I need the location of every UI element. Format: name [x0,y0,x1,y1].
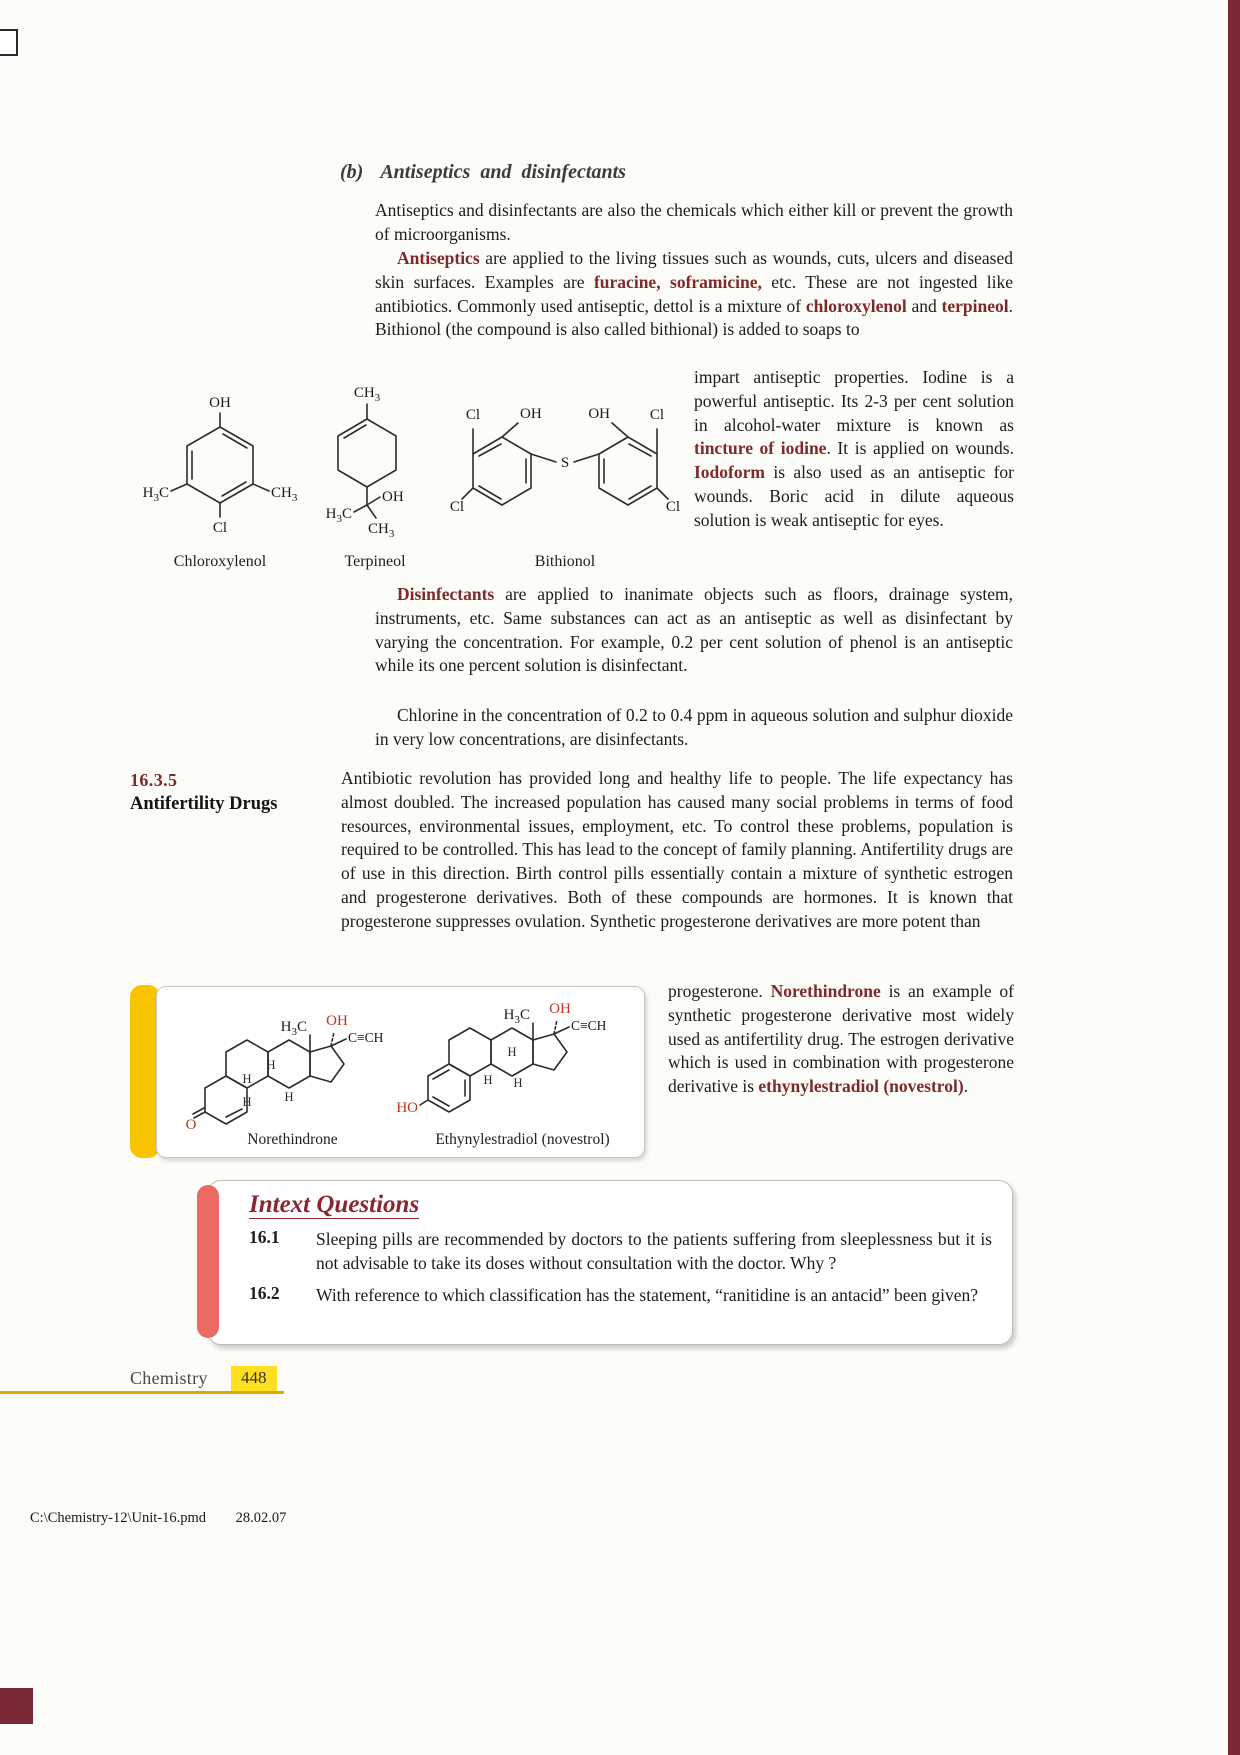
para-antifertility-side: progesterone. Norethindrone is an example of synthetic progesterone derivative most widely used as antifertility drug. The estrogen derivative which is used in combination with progesterone derivative is ethynylestradiol (novestrol). [668,981,1014,1097]
atom-label-h: H [483,1073,493,1087]
file-path: C:\Chemistry-12\Unit-16.pmd [30,1510,207,1526]
footer-rule [0,1391,284,1394]
atom-label-h: H [513,1076,523,1090]
figure-antifertility-structures [130,985,645,1160]
atom-label-ethynyl: C≡CH [571,1018,607,1033]
pink-accent-bar [197,1185,219,1338]
section-b-heading [340,161,626,184]
chloroxylenol-caption: Chloroxylenol [173,553,267,570]
atom-label-oh-l: OH [520,406,542,422]
norethindrone-caption: Norethindrone [247,1131,338,1148]
atom-label-h: H [242,1095,252,1109]
intext-questions-box [207,1180,1013,1345]
terpineol-caption: Terpineol [344,553,406,570]
para-antiseptics-side: impart antiseptic properties. Iodine is a powerful antiseptic. Its 2-3 per cent solution in alcohol-water mixture is known as tincture of iodine. It is applied on wounds. Iodoform is also used as an antiseptic for wounds. Boric acid in dilute aqueous solution is weak antiseptic for eyes. [694,367,1014,530]
atom-label-oh: OH [209,395,231,411]
atom-label-ch3: $CH_3$ [368,521,395,540]
print-corner-mark [0,29,18,56]
atom-label-ch3: $CH_3$ [271,485,298,504]
atom-label-h: H [284,1090,294,1104]
atom-label-h3c: $H_3C$ [503,1007,530,1026]
para-antiseptics-intro: Antiseptics and disinfectants are also the chemicals which either kill or prevent the growth of microorganisms. [375,200,1013,244]
file-path-line [30,1510,286,1527]
question-text: Sleeping pills are recommended by doctors to the patients suffering from sleeplessness but it is not advisable to take its doses without consultation with the doctor. Why ? [316,1229,992,1273]
atom-label-cl-tl: Cl [465,407,481,423]
atom-label-ho: HO [396,1100,418,1116]
atom-label-oh: OH [382,489,404,505]
atom-label-ch3-top: $CH_3$ [353,385,381,404]
atom-label-h3c: $H_3C$ [325,506,352,525]
para-disinfectants: Disinfectants are applied to inanimate objects such as floors, drainage system, instruments, etc. Same substances can act as an antiseptic as well as disinfectant by varying the concentration. For example, 0.2 per cent solution of phenol is an antiseptic while its one percent solution is disinfectant. [375,584,1013,676]
atom-label-h: H [266,1058,276,1072]
chloroxylenol-structure [135,387,305,537]
question-16-1 [249,1227,996,1275]
para-antiseptics-detail: Antiseptics are applied to the living tissues such as wounds, cuts, ulcers and diseased skin surfaces. Examples are furacine, soframicine, etc. These are not ingested like antibiotics. Commonly used antiseptic, dettol is a mixture of chloroxylenol and terpineol. Bithionol (the compound is also called bithional) is added to soaps to [375,248,1013,340]
atom-label-cl: Cl [212,520,228,536]
question-number: 16.2 [249,1283,280,1303]
atom-label-o: O [185,1117,197,1133]
ethynylestradiol-caption: Ethynylestradiol (novestrol) [435,1131,610,1148]
atom-label-oh: OH [549,1001,571,1017]
page-number-badge: 448 [231,1366,277,1391]
norethindrone-structure [185,1011,400,1133]
section-b-title: Antiseptics and disinfectants [380,161,626,183]
atom-label-h: H [507,1045,517,1059]
figure-antiseptic-structures [128,383,693,583]
para-chlorine: Chlorine in the concentration of 0.2 to 0.4 ppm in aqueous solution and sulphur dioxide in very low concentrations, are disinfectants. [375,705,1013,749]
atom-label-s: S [560,455,570,471]
section-16-3-5-heading [130,770,335,815]
question-text: With reference to which classification has the statement, “ranitidine is an antacid” been given? [316,1285,979,1305]
bithionol-caption: Bithionol [534,553,596,570]
atom-label-cl-tr: Cl [649,407,665,423]
atom-label-h: H [242,1072,252,1086]
atom-label-cl-bl: Cl [449,499,465,515]
atom-label-oh: OH [326,1013,348,1029]
ethynylestradiol-structure [396,999,628,1127]
question-16-2 [249,1283,996,1307]
section-number: 16.3.5 [130,770,178,790]
atom-label-h3c: $H_3C$ [142,485,169,504]
bithionol-structure [440,389,690,539]
atom-label-oh-r: OH [588,406,610,422]
atom-label-cl-br: Cl [665,499,681,515]
atom-label-ethynyl: C≡CH [348,1030,384,1045]
binding-strip [1228,0,1240,1755]
footer-book-title: Chemistry [130,1368,208,1388]
bottom-corner-block [0,1688,33,1724]
terpineol-structure [310,383,440,543]
para-antifertility-main: Antibiotic revolution has provided long and healthy life to people. The life expectancy has almost doubled. The increased population has caused many social problems in terms of food resources, environmental issues, employment, etc. To control these problems, population is required to be controlled. This has lead to the concept of family planning. Antifertility drugs are of use in this direction. Birth control pills essentially contain a mixture of synthetic estrogen and progesterone derivatives. Both of these compounds are hormones. It is known that progesterone suppresses ovulation. Synthetic progesterone derivatives are more potent than [341,768,1013,931]
intext-heading: Intext Questions [249,1191,420,1218]
file-date: 28.02.07 [235,1510,287,1526]
atom-label-h3c: $H_3C$ [280,1019,307,1038]
section-title: Antifertility Drugs [130,794,278,814]
section-b-marker: (b) [340,161,364,183]
question-number: 16.1 [249,1227,280,1247]
